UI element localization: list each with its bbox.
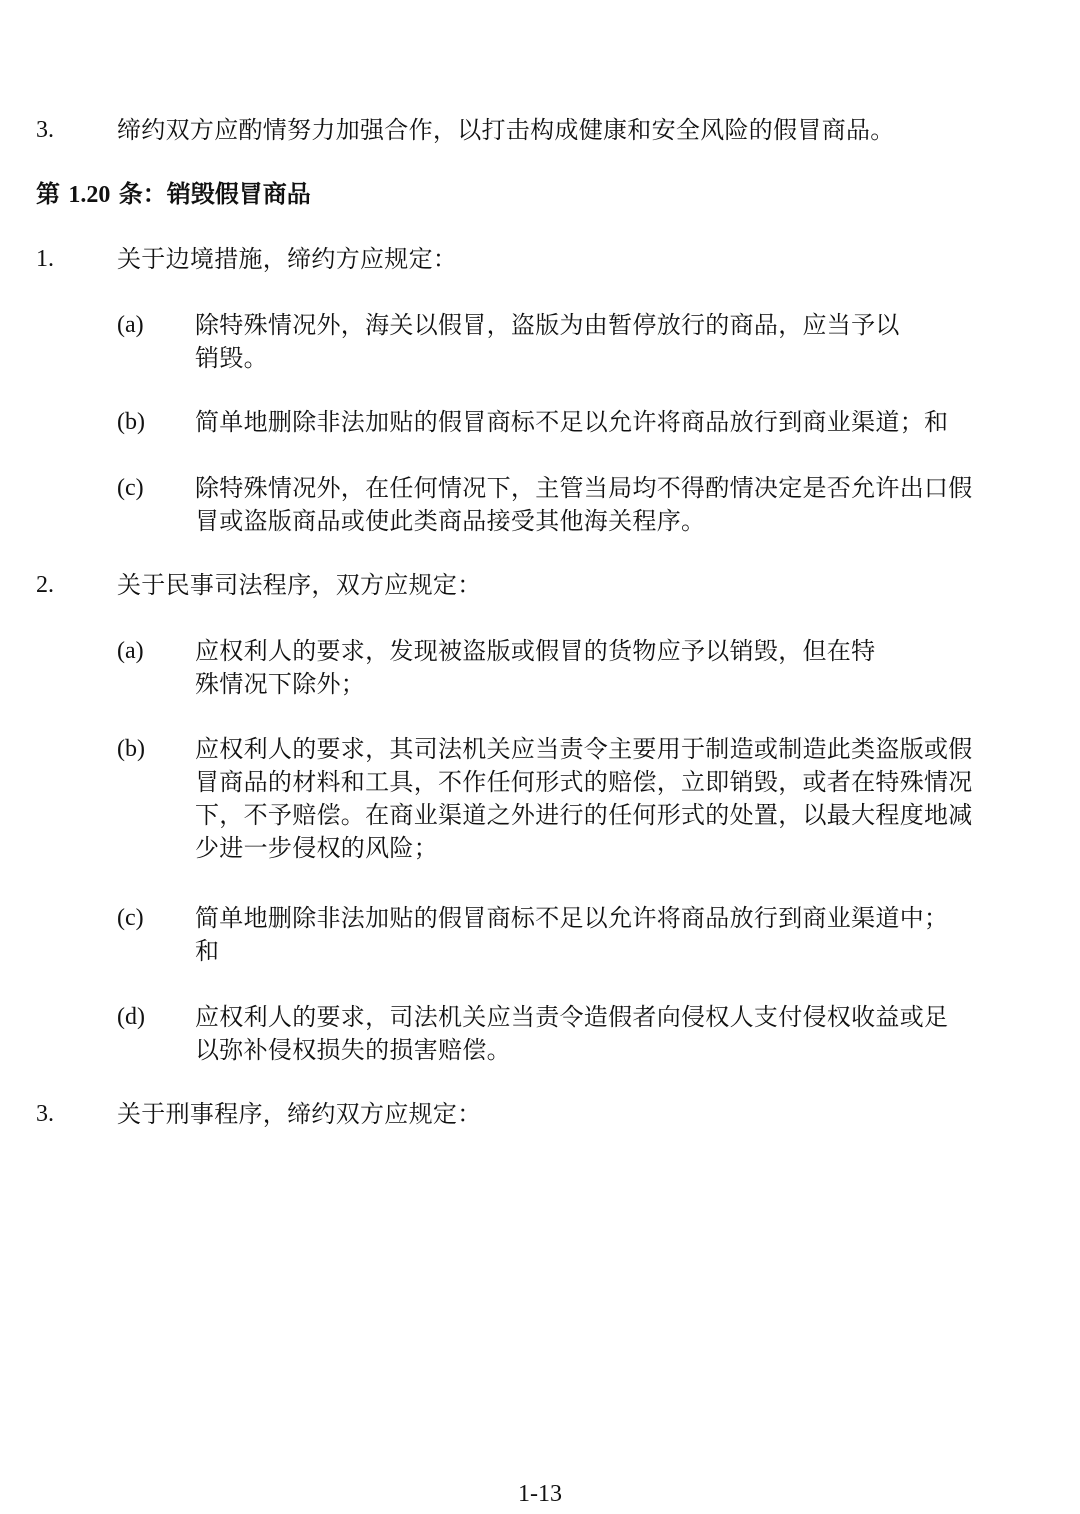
heading-article-number: 1.20 [68, 182, 111, 208]
section1-item-a [195, 309, 1055, 375]
section2-item-b-label: (b) [117, 736, 145, 762]
section1-item-a-line2: 销毁。 [195, 344, 268, 372]
section2-item-b-line3: 下，不予赔偿。在商业渠道之外进行的任何形式的处置，以最大程度地减 [195, 801, 973, 829]
section2-item-c-line2: 和 [195, 937, 220, 965]
section1-item-c-line1: 除特殊情况外，在任何情况下，主管当局均不得酌情决定是否允许出口假 [195, 474, 973, 502]
section2-item-d [195, 1001, 1055, 1067]
section2-item-a-label: (a) [117, 638, 144, 664]
section2-item-d-line2: 以弥补侵权损失的损害赔偿。 [195, 1036, 511, 1064]
intro-text: 缔约双方应酌情努力加强合作，以打击构成健康和安全风险的假冒商品。 [117, 116, 895, 144]
section2-item-a-line1: 应权利人的要求，发现被盗版或假冒的货物应予以销毁，但在特 [195, 637, 876, 665]
section1-item-a-label: (a) [117, 312, 144, 338]
section1-item-c-label: (c) [117, 475, 144, 501]
section2-item-a-line2: 殊情况下除外； [195, 670, 366, 698]
section2-text: 关于民事司法程序，双方应规定： [117, 571, 482, 599]
heading-suffix: 条：销毁假冒商品 [118, 180, 311, 208]
section2-number: 2. [36, 572, 54, 598]
section1-item-c [195, 472, 1055, 538]
page-number: 1-13 [518, 1481, 562, 1507]
section2-item-a [195, 635, 1055, 701]
intro-number: 3. [36, 117, 54, 143]
section1-item-b-label: (b) [117, 409, 145, 435]
section1-item-b-line1: 简单地删除非法加贴的假冒商标不足以允许将商品放行到商业渠道；和 [195, 408, 949, 436]
section1-text: 关于边境措施，缔约方应规定： [117, 245, 458, 273]
section1-item-c-line2: 冒或盗版商品或使此类商品接受其他海关程序。 [195, 507, 706, 535]
section2-item-b [195, 733, 1055, 865]
section2-item-c [195, 902, 1055, 968]
section3-text: 关于刑事程序，缔约双方应规定： [117, 1100, 482, 1128]
section2-item-d-line1: 应权利人的要求，司法机关应当责令造假者向侵权人支付侵权收益或足 [195, 1003, 949, 1031]
section2-item-c-label: (c) [117, 905, 144, 931]
section2-item-b-line4: 少进一步侵权的风险； [195, 834, 438, 862]
section2-item-c-line1: 简单地删除非法加贴的假冒商标不足以允许将商品放行到商业渠道中； [195, 904, 949, 932]
section1-item-b [195, 406, 1055, 439]
section2-item-b-line2: 冒商品的材料和工具，不作任何形式的赔偿，立即销毁，或者在特殊情况 [195, 768, 973, 796]
section2-item-b-line1: 应权利人的要求，其司法机关应当责令主要用于制造或制造此类盗版或假 [195, 735, 973, 763]
heading-prefix: 第 [36, 180, 60, 208]
section1-number: 1. [36, 246, 54, 272]
article-heading [36, 178, 311, 212]
section3-number: 3. [36, 1101, 54, 1127]
section1-item-a-line1: 除特殊情况外，海关以假冒，盗版为由暂停放行的商品，应当予以 [195, 311, 900, 339]
section2-item-d-label: (d) [117, 1004, 145, 1030]
